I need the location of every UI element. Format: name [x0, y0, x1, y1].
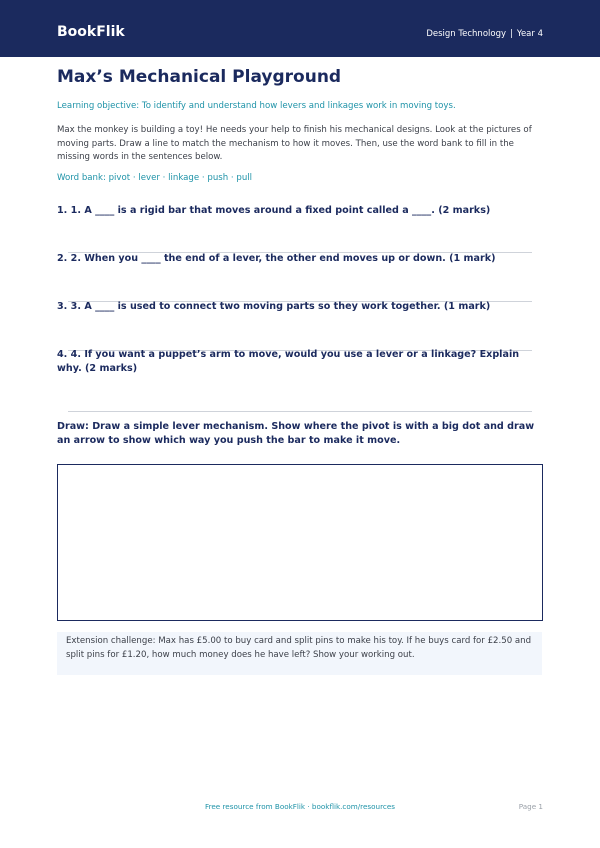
answer-line-4[interactable]	[68, 411, 532, 412]
subject-label	[426, 28, 543, 40]
worksheet-title: Max’s Mechanical Playground	[57, 67, 342, 87]
extension-challenge-box	[57, 632, 542, 675]
question-3: 3. 3. A ____ is used to connect two moving parts so they work together. (1 mark)	[57, 301, 491, 312]
drawing-area[interactable]	[57, 464, 543, 621]
subject-separator: |	[510, 29, 513, 39]
question-2: 2. 2. When you ____ the end of a lever, the other end moves up or down. (1 mark)	[57, 253, 496, 264]
year-label: Year 4	[516, 29, 543, 39]
word-bank: Word bank: pivot · lever · linkage · push · pull	[57, 173, 253, 183]
extension-challenge-text: Extension challenge: Max has £5.00 to buy card and split pins to make his toy. If he buys card for £2.50 and split pins for £1.20, how much money does he have left? Show your working out.	[66, 636, 532, 660]
page-header	[0, 0, 600, 57]
footer-credit[interactable]: Free resource from BookFlik · bookflik.com/resources	[204, 802, 396, 811]
page-number: Page 1	[518, 802, 543, 811]
brand-logo: BookFlik	[57, 24, 125, 40]
subject-name: Design Technology	[426, 29, 507, 39]
learning-objective: Learning objective: To identify and understand how levers and linkages work in moving toys.	[57, 101, 456, 111]
intro-text: Max the monkey is building a toy! He needs your help to finish his mechanical designs. Look at the pictures of moving parts. Draw a line to match the mechanism to how it moves. Then, use the word bank to fill in the missing words in the sentences below.	[57, 125, 532, 162]
question-1: 1. 1. A ____ is a rigid bar that moves around a fixed point called a ____. (2 marks)	[57, 205, 491, 216]
question-4: 4. 4. If you want a puppet’s arm to move, would you use a lever or a linkage? Explain why. (2 marks)	[57, 349, 520, 374]
draw-prompt: Draw: Draw a simple lever mechanism. Show where the pivot is with a big dot and draw an arrow to show which way you push the bar to make it move.	[57, 421, 535, 446]
